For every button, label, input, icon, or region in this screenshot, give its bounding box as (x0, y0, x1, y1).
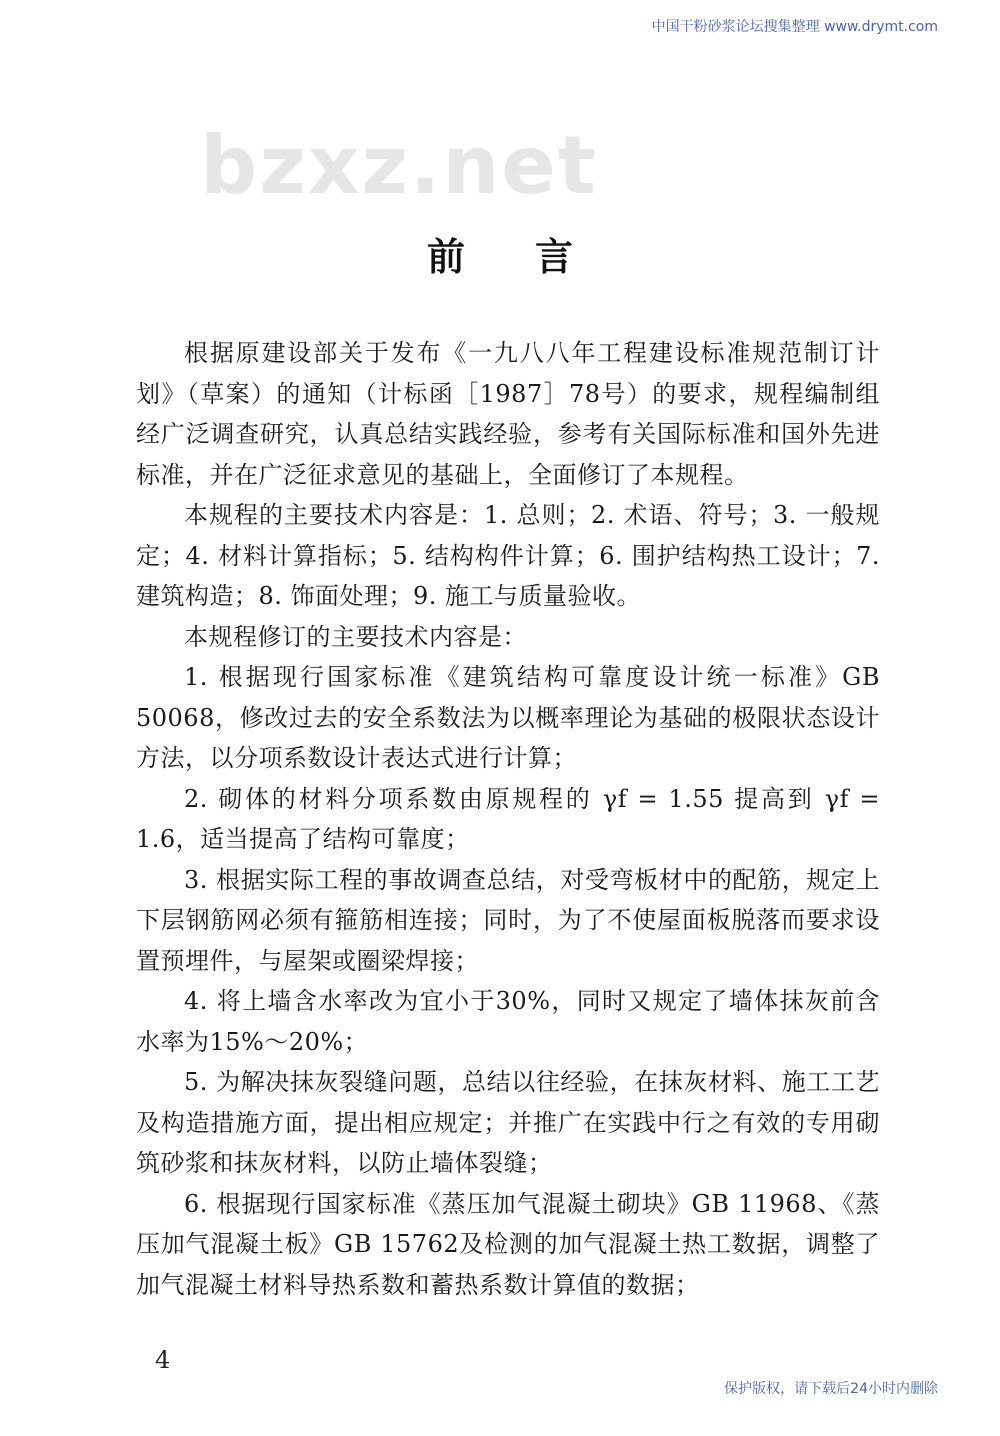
paragraph-item-4: 4. 将上墙含水率改为宜小于30%，同时又规定了墙体抹灰前含水率为15%～20%； (136, 987, 880, 1056)
paragraph-main-content: 本规程的主要技术内容是：1. 总则；2. 术语、符号；3. 一般规定；4. 材料计算指标；5. 结构构件计算；6. 围护结构热工设计；7. 建筑构造；8. 饰面处理；9. 施工与质量验收。 (136, 501, 880, 610)
paragraph-item-3: 3. 根据实际工程的事故调查总结，对受弯板材中的配筋，规定上下层钢筋网必须有箍筋相连接；同时，为了不使屋面板脱落而要求设置预埋件，与屋架或圈梁焊接； (136, 865, 880, 975)
page-title: 前言 (426, 234, 643, 279)
paragraph-item-6: 6. 根据现行国家标准《蒸压加气混凝土砌块》GB 11968、《蒸压加气混凝土板》GB 15762及检测的加气混凝土热工数据，调整了加气混凝土材料导热系数和蓄热系数计算值的数据； (136, 1189, 880, 1299)
paragraph-item-5: 5. 为解决抹灰裂缝问题，总结以往经验，在抹灰材料、施工工艺及构造措施方面，提出相应规定；并推广在实践中行之有效的专用砌筑砂浆和抹灰材料，以防止墙体裂缝； (136, 1068, 880, 1177)
document-body (136, 333, 880, 1305)
footer-copyright-note: 保护版权，请下载后24小时内删除 (724, 1381, 938, 1397)
header-source-note: 中国干粉砂浆论坛搜集整理 www.drymt.com (651, 19, 938, 35)
paragraph-intro: 根据原建设部关于发布《一九八八年工程建设标准规范制订计划》（草案）的通知（计标函［1987］78号）的要求，规程编制组经广泛调查研究，认真总结实践经验，参考有关国际标准和国外先进标准，并在广泛征求意见的基础上，全面修订了本规程。 (136, 339, 880, 489)
paragraph-item-1: 1. 根据现行国家标准《建筑结构可靠度设计统一标准》GB 50068，修改过去的安全系数法为以概率理论为基础的极限状态设计方法，以分项系数设计表达式进行计算； (136, 663, 880, 772)
watermark-text: bzxz.net (200, 119, 598, 212)
page-number: 4 (155, 1346, 171, 1374)
paragraph-revision-heading: 本规程修订的主要技术内容是： (184, 622, 527, 651)
paragraph-item-2: 2. 砌体的材料分项系数由原规程的 γf = 1.55 提高到 γf = 1.6，适当提高了结构可靠度； (136, 784, 880, 853)
